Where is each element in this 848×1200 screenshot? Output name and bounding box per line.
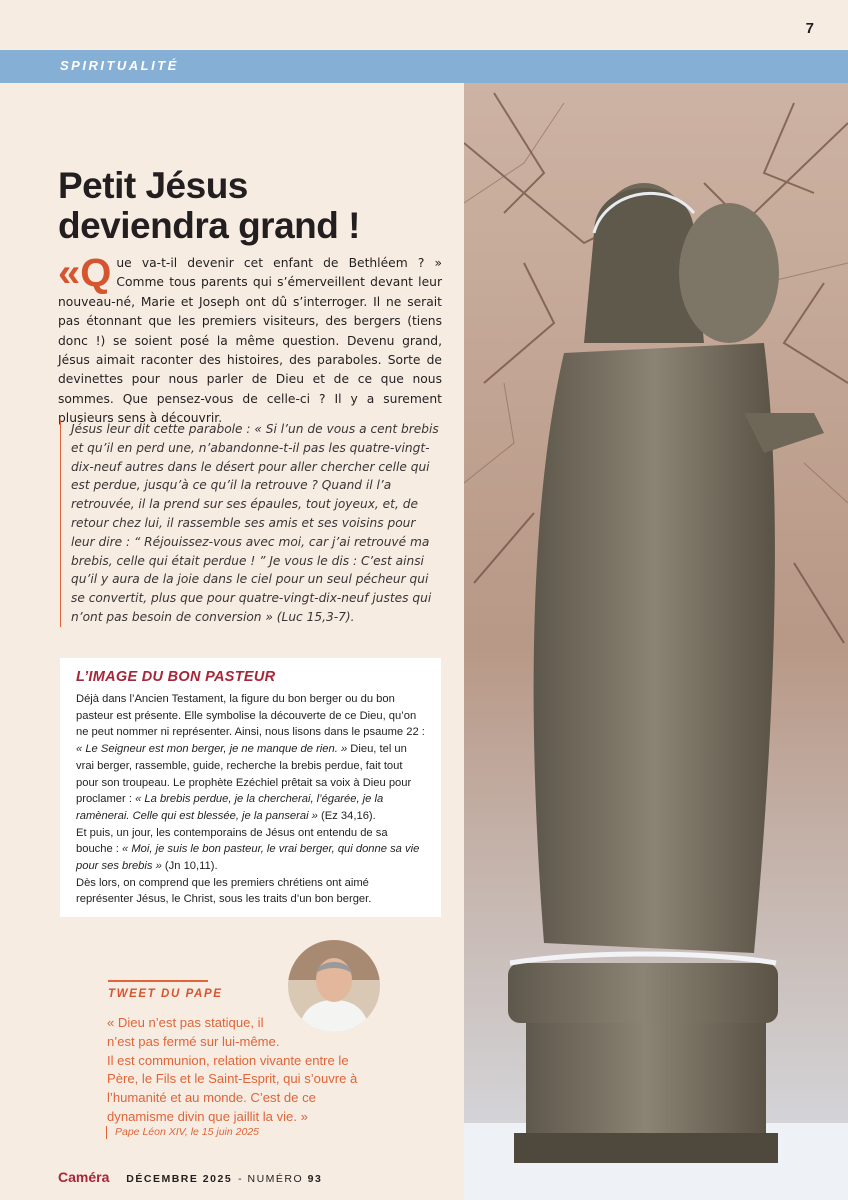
tweet-line-1: « Dieu n’est pas statique, il xyxy=(107,1015,264,1030)
tweet-text xyxy=(107,1014,377,1127)
bon-pasteur-box xyxy=(60,658,441,917)
tweet-title: TWEET DU PAPE xyxy=(108,988,223,1000)
statue-photo xyxy=(464,83,848,1200)
article-intro xyxy=(58,251,442,429)
issue-month: DÉCEMBRE 2025 xyxy=(126,1173,233,1185)
title-line-1: Petit Jésus xyxy=(58,165,248,206)
parable-quote: Jésus leur dit cette parabole : « Si l’un de vous a cent brebis et qu’il en perd une, n’abandonne-t-il pas les quatre-vingt-dix-neuf autres dans le désert pour aller chercher celle qui est perdue, jusqu’à ce qu’il la retrouve ? Quand il l’a retrouvée, il la prend sur ses épaules, tout joyeux, et, de retour chez lui, il rassemble ses amis et ses voisins pour leur dire : “ Réjouissez-vous avec moi, car j’ai retrouvé ma brebis, celle qui était perdue ! ” Je vous le dis : C’est ainsi qu’il y aura de la joie dans le ciel pour un seul pécheur qui se convertit, plus que pour quatre-vingt-dix-neuf justes qui n’ont pas besoin de conversion » (Luc 15,3-7). xyxy=(60,420,442,627)
box-p1-a: Déjà dans l’Ancien Testament, la figure du bon berger ou du bon pasteur est présente. Elle symbolise la découverte de ce Dieu, qu’on ne peut nommer ni représenter. Ainsi, nous lisons dans le psaume 22 : xyxy=(76,693,425,739)
good-shepherd-statue-image xyxy=(464,83,848,1200)
tweet-signature: Pape Léon XIV, le 15 juin 2025 xyxy=(106,1126,259,1139)
issue-number-value: 93 xyxy=(307,1173,323,1185)
box-p1-quote: « Le Seigneur est mon berger, je ne manque de rien. » xyxy=(76,743,348,756)
section-band xyxy=(0,50,848,83)
issue-number xyxy=(248,1173,323,1185)
box-p3: Dès lors, on comprend que les premiers chrétiens ont aimé représenter Jésus, le Christ, sous les traits d’un bon berger. xyxy=(76,876,372,906)
box-p2-b: (Jn 10,11). xyxy=(161,860,218,873)
title-line-2: deviendra grand ! xyxy=(58,205,360,246)
box-p1-c: (Ez 34,16). xyxy=(317,809,376,822)
page-footer xyxy=(58,1169,322,1185)
section-label: SPIRITUALITÉ xyxy=(60,58,179,73)
article-title xyxy=(58,166,438,246)
box-text xyxy=(76,691,427,908)
footer-separator: - xyxy=(238,1173,242,1185)
tweet-line-3: Il est communion, relation vivante entre le Père, le Fils et le Saint-Esprit, qui s’ouvre à l’humanité et au monde. C’est de ce dynamisme divin que jaillit la vie. » xyxy=(107,1052,358,1124)
tweet-line-2: n’est pas fermé sur lui-même. xyxy=(107,1033,280,1049)
magazine-brand: Caméra xyxy=(58,1169,110,1185)
box-p1-b: Dieu, tel un vrai berger, rassemble, guide, recherche la brebis perdue, fait tout pour son troupeau. Le prophète Ezéchiel prêtait sa voix à Dieu pour proclamer : xyxy=(76,743,412,806)
intro-text: ue va-t-il devenir cet enfant de Bethléem ? » Comme tous parents qui s’émerveillent devant leur nouveau-né, Marie et Joseph ont dû s’interroger. Il ne serait pas étonnant que les premiers visiteurs, des bergers (tiens donc !) se soient posé la même question. Devenu grand, Jésus aimait raconter des histoires, des paraboles. Sorte de devinettes pour nous parler de Dieu et de ce que nous sommes. Que pensez-vous de celle-ci ? Il y a surement plusieurs sens à découvrir. xyxy=(58,256,442,426)
box-p2-a: Et puis, un jour, les contemporains de Jésus ont entendu de sa bouche : xyxy=(76,826,388,856)
box-title: L’IMAGE DU BON PASTEUR xyxy=(76,669,276,685)
issue-label: NUMÉRO xyxy=(247,1173,304,1185)
tweet-divider xyxy=(108,980,208,982)
box-p2-quote: « Moi, je suis le bon pasteur, le vrai berger, qui donne sa vie pour ses brebis » xyxy=(76,843,420,873)
page-number: 7 xyxy=(805,20,814,37)
drop-cap: «Q xyxy=(58,251,112,295)
box-p1-quote2: « La brebis perdue, je la chercherai, l’égarée, je la ramènerai. Celle qui est blessée, je la panserai » xyxy=(76,793,384,822)
